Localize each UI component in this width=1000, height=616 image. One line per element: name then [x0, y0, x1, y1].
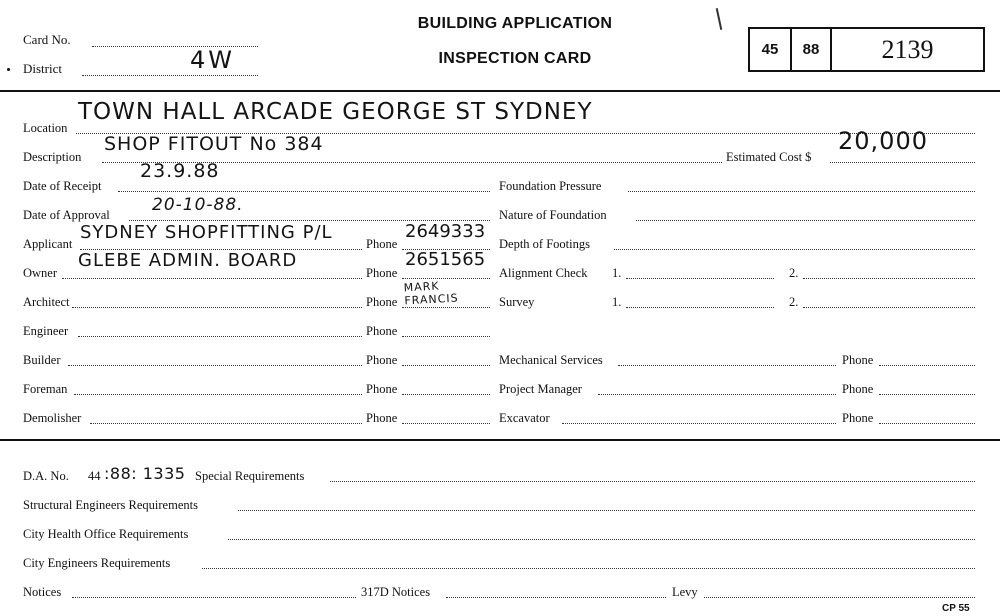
survey-item-2-label: 2. — [789, 295, 799, 309]
levy-field — [704, 597, 975, 598]
applicant-value: SYDNEY SHOPFITTING P/L — [80, 222, 333, 243]
demolisher-field — [90, 423, 362, 424]
builder-phone-field — [402, 365, 490, 366]
builder-field — [68, 365, 362, 366]
engineer-label: Engineer — [23, 324, 69, 338]
nature-foundation-field — [636, 220, 975, 221]
date-receipt-field — [118, 191, 490, 192]
form-title-line1: BUILDING APPLICATION — [417, 15, 613, 32]
architect-contact-note: MARK FRANCIS — [403, 279, 459, 308]
project-manager-field — [598, 394, 836, 395]
form-title-line2: INSPECTION CARD — [438, 50, 592, 67]
special-requirements-field — [330, 481, 975, 482]
district-field — [82, 75, 258, 76]
location-label: Location — [23, 121, 68, 135]
city-health-requirements-label: City Health Office Requirements — [23, 527, 189, 541]
notices-field — [72, 597, 356, 598]
alignment-item-1-field — [626, 278, 774, 279]
project-manager-phone-field — [879, 394, 975, 395]
owner-phone-value: 2651565 — [405, 249, 486, 270]
depth-footings-field — [614, 249, 975, 250]
engineer-phone-label: Phone — [366, 324, 398, 338]
date-receipt-label: Date of Receipt — [23, 179, 102, 193]
district-label: District — [23, 61, 62, 76]
demolisher-phone-field — [402, 423, 490, 424]
excavator-field — [562, 423, 836, 424]
architect-label: Architect — [23, 295, 70, 309]
nature-foundation-label: Nature of Foundation — [499, 208, 607, 222]
special-requirements-label: Special Requirements — [195, 469, 305, 483]
da-prefix: 44 — [88, 469, 101, 483]
structural-requirements-label: Structural Engineers Requirements — [23, 498, 198, 512]
mechanical-services-label: Mechanical Services — [499, 353, 603, 367]
project-manager-label: Project Manager — [499, 382, 582, 396]
description-label: Description — [23, 150, 82, 164]
description-value: SHOP FITOUT No 384 — [104, 133, 324, 155]
depth-footings-label: Depth of Footings — [499, 237, 590, 251]
card-number-box — [748, 27, 985, 72]
alignment-item-2-field — [803, 278, 975, 279]
owner-value: GLEBE ADMIN. BOARD — [78, 250, 298, 271]
estimated-cost-label: Estimated Cost $ — [726, 150, 812, 164]
mechanical-phone-field — [879, 365, 975, 366]
survey-item-2-field — [803, 307, 975, 308]
notices-317d-field — [446, 597, 666, 598]
alignment-item-2-label: 2. — [789, 266, 799, 280]
pen-mark — [716, 8, 723, 30]
survey-label: Survey — [499, 295, 535, 309]
excavator-phone-field — [879, 423, 975, 424]
builder-label: Builder — [23, 353, 61, 367]
card-no-label: Card No. — [23, 32, 71, 47]
punch-dot — [7, 68, 10, 71]
section-rule — [0, 439, 1000, 441]
district-value: 4W — [190, 46, 235, 74]
project-manager-phone-label: Phone — [842, 382, 874, 396]
excavator-phone-label: Phone — [842, 411, 874, 425]
engineer-phone-field — [402, 336, 490, 337]
applicant-phone-label: Phone — [366, 237, 398, 251]
foreman-phone-field — [402, 394, 490, 395]
applicant-label: Applicant — [23, 237, 73, 251]
foreman-phone-label: Phone — [366, 382, 398, 396]
demolisher-label: Demolisher — [23, 411, 82, 425]
notices-label: Notices — [23, 585, 62, 599]
structural-requirements-field — [238, 510, 975, 511]
mechanical-services-field — [618, 365, 836, 366]
architect-phone-label: Phone — [366, 295, 398, 309]
foundation-pressure-field — [628, 191, 975, 192]
survey-item-1-field — [626, 307, 774, 308]
architect-field — [72, 307, 362, 308]
date-approval-label: Date of Approval — [23, 208, 110, 222]
city-engineers-requirements-label: City Engineers Requirements — [23, 556, 171, 570]
location-value: TOWN HALL ARCADE GEORGE ST SYDNEY — [78, 99, 593, 125]
architect-phone-field — [402, 307, 490, 308]
levy-label: Levy — [672, 585, 698, 599]
header-rule — [0, 90, 1000, 92]
date-receipt-value: 23.9.88 — [140, 160, 220, 182]
estimated-cost-field — [830, 162, 975, 163]
box-b-value: 88 — [802, 41, 820, 58]
city-engineers-requirements-field — [202, 568, 975, 569]
da-no-label: D.A. No. — [23, 469, 69, 483]
alignment-check-label: Alignment Check — [499, 266, 588, 280]
city-health-requirements-field — [228, 539, 975, 540]
owner-label: Owner — [23, 266, 58, 280]
date-approval-value: 20-10-88. — [152, 195, 244, 215]
foreman-field — [74, 394, 362, 395]
mechanical-phone-label: Phone — [842, 353, 874, 367]
applicant-phone-value: 2649333 — [405, 221, 486, 242]
card-number-value: 2139 — [881, 34, 934, 64]
builder-phone-label: Phone — [366, 353, 398, 367]
engineer-field — [78, 336, 362, 337]
excavator-label: Excavator — [499, 411, 550, 425]
owner-phone-label: Phone — [366, 266, 398, 280]
notices-317d-label: 317D Notices — [361, 585, 431, 599]
demolisher-phone-label: Phone — [366, 411, 398, 425]
foreman-label: Foreman — [23, 382, 68, 396]
foundation-pressure-label: Foundation Pressure — [499, 179, 602, 193]
box-a-value: 45 — [761, 41, 779, 58]
owner-field — [62, 278, 362, 279]
form-code: CP 55 — [942, 603, 970, 614]
alignment-item-1-label: 1. — [612, 266, 622, 280]
da-number-value: :88: 1335 — [104, 464, 186, 483]
estimated-cost-value: 20,000 — [838, 127, 928, 155]
survey-item-1-label: 1. — [612, 295, 622, 309]
